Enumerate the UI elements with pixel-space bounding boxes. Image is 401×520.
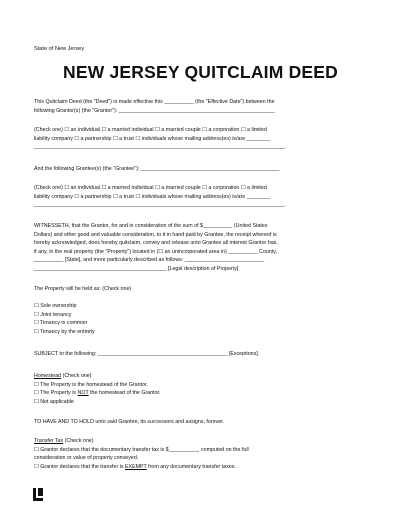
checkbox-option[interactable] xyxy=(34,463,366,472)
text-line: This Quitclaim Deed (the "Deed") is made effective this __________ (the "Effective Date") between the xyxy=(34,99,275,105)
transfer-tax-heading: Transfer Tax xyxy=(34,438,64,444)
grantee-paragraph xyxy=(34,165,366,174)
transfer-tax-section xyxy=(34,437,366,471)
subject-line xyxy=(34,350,366,359)
text-line: (Check one) ☐ an individual ☐ a married individual ☐ a married couple ☐ a corporation ☐ a limited xyxy=(34,185,267,191)
page-title: NEW JERSEY QUITCLAIM DEED xyxy=(63,62,338,82)
held-as-section xyxy=(34,285,366,294)
text-line: consideration or value of property conveyed. xyxy=(34,455,139,462)
grantee-type-paragraph xyxy=(34,184,366,210)
option-text: from any documentary transfer taxes. xyxy=(146,463,236,470)
not-emphasis: NOT xyxy=(77,390,89,397)
text-line: TO HAVE AND TO HOLD unto said Grantee, its successors and assigns, forever. xyxy=(34,419,225,425)
checkbox-option[interactable]: ☐ Sole ownership xyxy=(34,303,77,309)
checkbox-option[interactable]: ☐ Tenancy by the entirety xyxy=(34,328,95,335)
intro-paragraph xyxy=(34,98,366,115)
option-text: ☐ The Property is xyxy=(34,390,78,397)
option-text: ☐ Grantor declares that the transfer is xyxy=(34,463,126,470)
brand-logo-icon xyxy=(33,488,43,501)
text-line: hereby acknowledged, does hereby quitclaim, convey and release unto Grantee all interest Grantor has, xyxy=(34,240,278,247)
text-line: Dollars) and other good and valuable consideration, to it in hand paid by Grantee, the receipt whereof is xyxy=(34,231,277,238)
text-line: _____________________________________________ [Legal description of Property] xyxy=(34,265,239,272)
checkbox-option[interactable]: ☐ Joint tenancy xyxy=(34,311,72,318)
homestead-section xyxy=(34,372,366,406)
text-line: _____________________________________________________________________________________. xyxy=(34,202,286,209)
checkbox-option[interactable] xyxy=(34,389,366,398)
transfer-tax-check: (Check one) xyxy=(63,438,94,444)
homestead-heading-line xyxy=(34,372,366,381)
held-as-lead: The Property will be held as: (Check one) xyxy=(34,286,132,292)
text-line: (Check one) ☐ an individual ☐ a married individual ☐ a married couple ☐ a corporation ☐ a limited xyxy=(34,127,267,133)
text-line: __________ [State], and more particularly described as follows: ___________________________ xyxy=(34,257,265,264)
witnesseth-paragraph xyxy=(34,222,366,274)
text-line: _____________________________________________________________________________________. xyxy=(34,144,286,151)
text-line: And the following Grantee(s) (the "Grantee"): _______________________________________________ xyxy=(34,166,280,172)
text-line: SUBJECT to the following: ____________________________________________ [Exceptions]. xyxy=(34,351,260,357)
habendum-line xyxy=(34,418,366,427)
checkbox-option[interactable]: ☐ The Property is the homestead of the Grantor. xyxy=(34,381,148,388)
option-text: the homestead of the Grantor. xyxy=(88,390,161,397)
text-line: if any, in the real property (the "Property") located in (☐ an unincorporated area in) __________ County, xyxy=(34,248,277,255)
text-line: liability company ☐ a partnership ☐ a trust ☐ individuals whose mailing address(es) is/are ________ xyxy=(34,135,271,142)
text-line: WITNESSETH, that the Grantor, for and in consideration of the sum of $__________ (United States xyxy=(34,223,268,229)
homestead-heading: Homestead xyxy=(34,373,62,379)
exempt-emphasis: EXEMPT xyxy=(125,463,147,470)
grantor-type-paragraph xyxy=(34,126,366,152)
transfer-tax-heading-line xyxy=(34,437,366,446)
text-line: following Grantor(s) (the "Grantor"): _____________________________________________________ xyxy=(34,107,275,114)
text-line: liability company ☐ a partnership ☐ a trust ☐ individuals whose mailing address(es) is/are ________ xyxy=(34,193,271,200)
checkbox-option[interactable]: ☐ Tenancy in common xyxy=(34,320,88,327)
held-as-options xyxy=(34,302,366,336)
state-label: State of New Jersey xyxy=(34,46,85,52)
checkbox-option[interactable]: ☐ Not applicable xyxy=(34,398,74,405)
homestead-check: (Check one) xyxy=(61,373,92,379)
checkbox-option[interactable]: ☐ Grantor declares that the documentary transfer tax is $__________, computed on the full xyxy=(34,446,249,453)
